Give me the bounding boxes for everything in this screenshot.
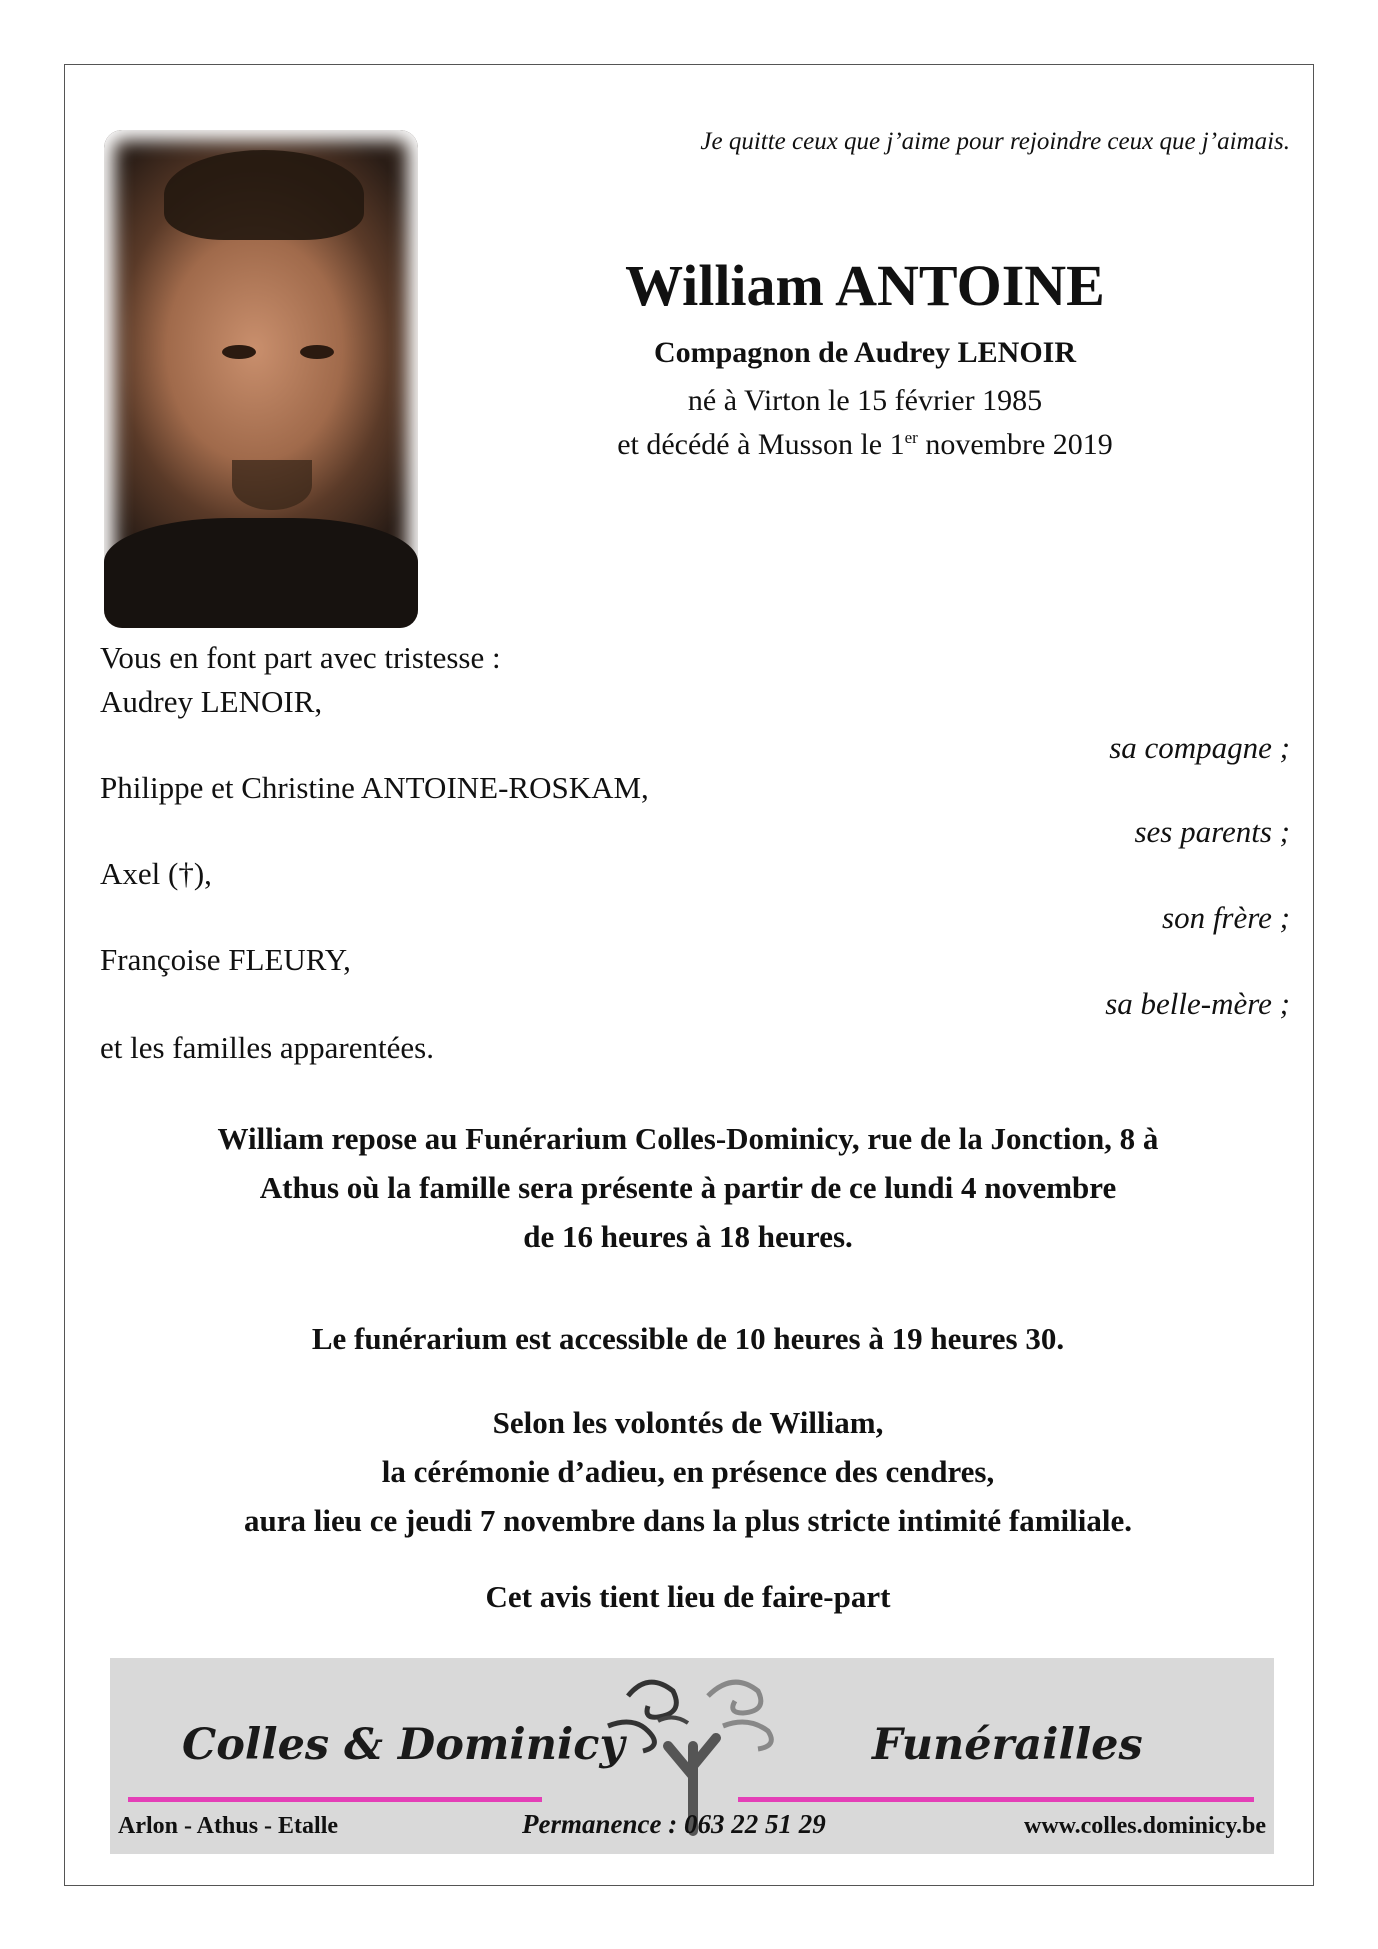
portrait-beard xyxy=(232,460,312,510)
companion-line: Compagnon de Audrey LENOIR xyxy=(653,336,1077,369)
repose-line-3: de 16 heures à 18 heures. xyxy=(523,1219,853,1254)
ceremony-line-1: Selon les volontés de William, xyxy=(492,1405,884,1440)
notice-line: Cet avis tient lieu de faire-part xyxy=(485,1579,891,1614)
family-member-name: Axel (†), xyxy=(100,856,212,891)
ceremony-line-2: la cérémonie d’adieu, en présence des cendres, xyxy=(381,1454,995,1489)
family-member-name: Audrey LENOIR, xyxy=(100,684,323,719)
repose-line-1: William repose au Funérarium Colles-Dominicy, rue de la Jonction, 8 à xyxy=(217,1121,1159,1156)
accent-line-left xyxy=(128,1797,542,1802)
portrait-photo xyxy=(104,130,418,628)
death-line-end: novembre 2019 xyxy=(917,428,1113,461)
brand-name: Colles & Dominicy xyxy=(182,1720,625,1770)
access-hours: Le funérarium est accessible de 10 heures à 19 heures 30. xyxy=(311,1321,1065,1356)
ceremony-line-3: aura lieu ce jeudi 7 novembre dans la plus stricte intimité familiale. xyxy=(243,1503,1133,1538)
portrait-hair xyxy=(164,150,364,240)
family-member-name: Françoise FLEURY, xyxy=(100,942,351,977)
family-intro: Vous en font part avec tristesse : xyxy=(100,640,501,675)
death-line-superscript: er xyxy=(904,428,918,447)
family-member-role: sa compagne ; xyxy=(1109,730,1290,765)
family-member-role: son frère ; xyxy=(1162,900,1290,935)
portrait-eye-right xyxy=(300,345,334,359)
epitaph-quote: Je quitte ceux que j’aime pour rejoindre ceux que j’aimais. xyxy=(700,128,1290,155)
family-member-role: ses parents ; xyxy=(1134,814,1290,849)
deceased-name: William ANTOINE xyxy=(625,253,1105,318)
repose-block xyxy=(100,1114,1276,1261)
family-member-role: sa belle-mère ; xyxy=(1105,986,1290,1021)
footer-website: www.colles.dominicy.be xyxy=(1023,1813,1266,1839)
funeral-home-banner xyxy=(110,1658,1274,1854)
portrait-shirt xyxy=(104,518,418,628)
birth-line: né à Virton le 15 février 1985 xyxy=(687,384,1043,417)
ceremony-block xyxy=(100,1398,1276,1545)
accent-line-right xyxy=(738,1797,1254,1802)
brand-tagline: Funérailles xyxy=(872,1720,1143,1770)
repose-line-2: Athus où la famille sera présente à partir de ce lundi 4 novembre xyxy=(259,1170,1117,1205)
family-member-name: Philippe et Christine ANTOINE-ROSKAM, xyxy=(100,770,649,805)
family-closing: et les familles apparentées. xyxy=(100,1030,434,1065)
portrait-eye-left xyxy=(222,345,256,359)
death-line xyxy=(485,428,1245,462)
footer-phone: Permanence : 063 22 51 29 xyxy=(522,1809,826,1839)
death-line-start: et décédé à Musson le 1 xyxy=(617,428,905,461)
footer-locations: Arlon - Athus - Etalle xyxy=(118,1813,339,1839)
